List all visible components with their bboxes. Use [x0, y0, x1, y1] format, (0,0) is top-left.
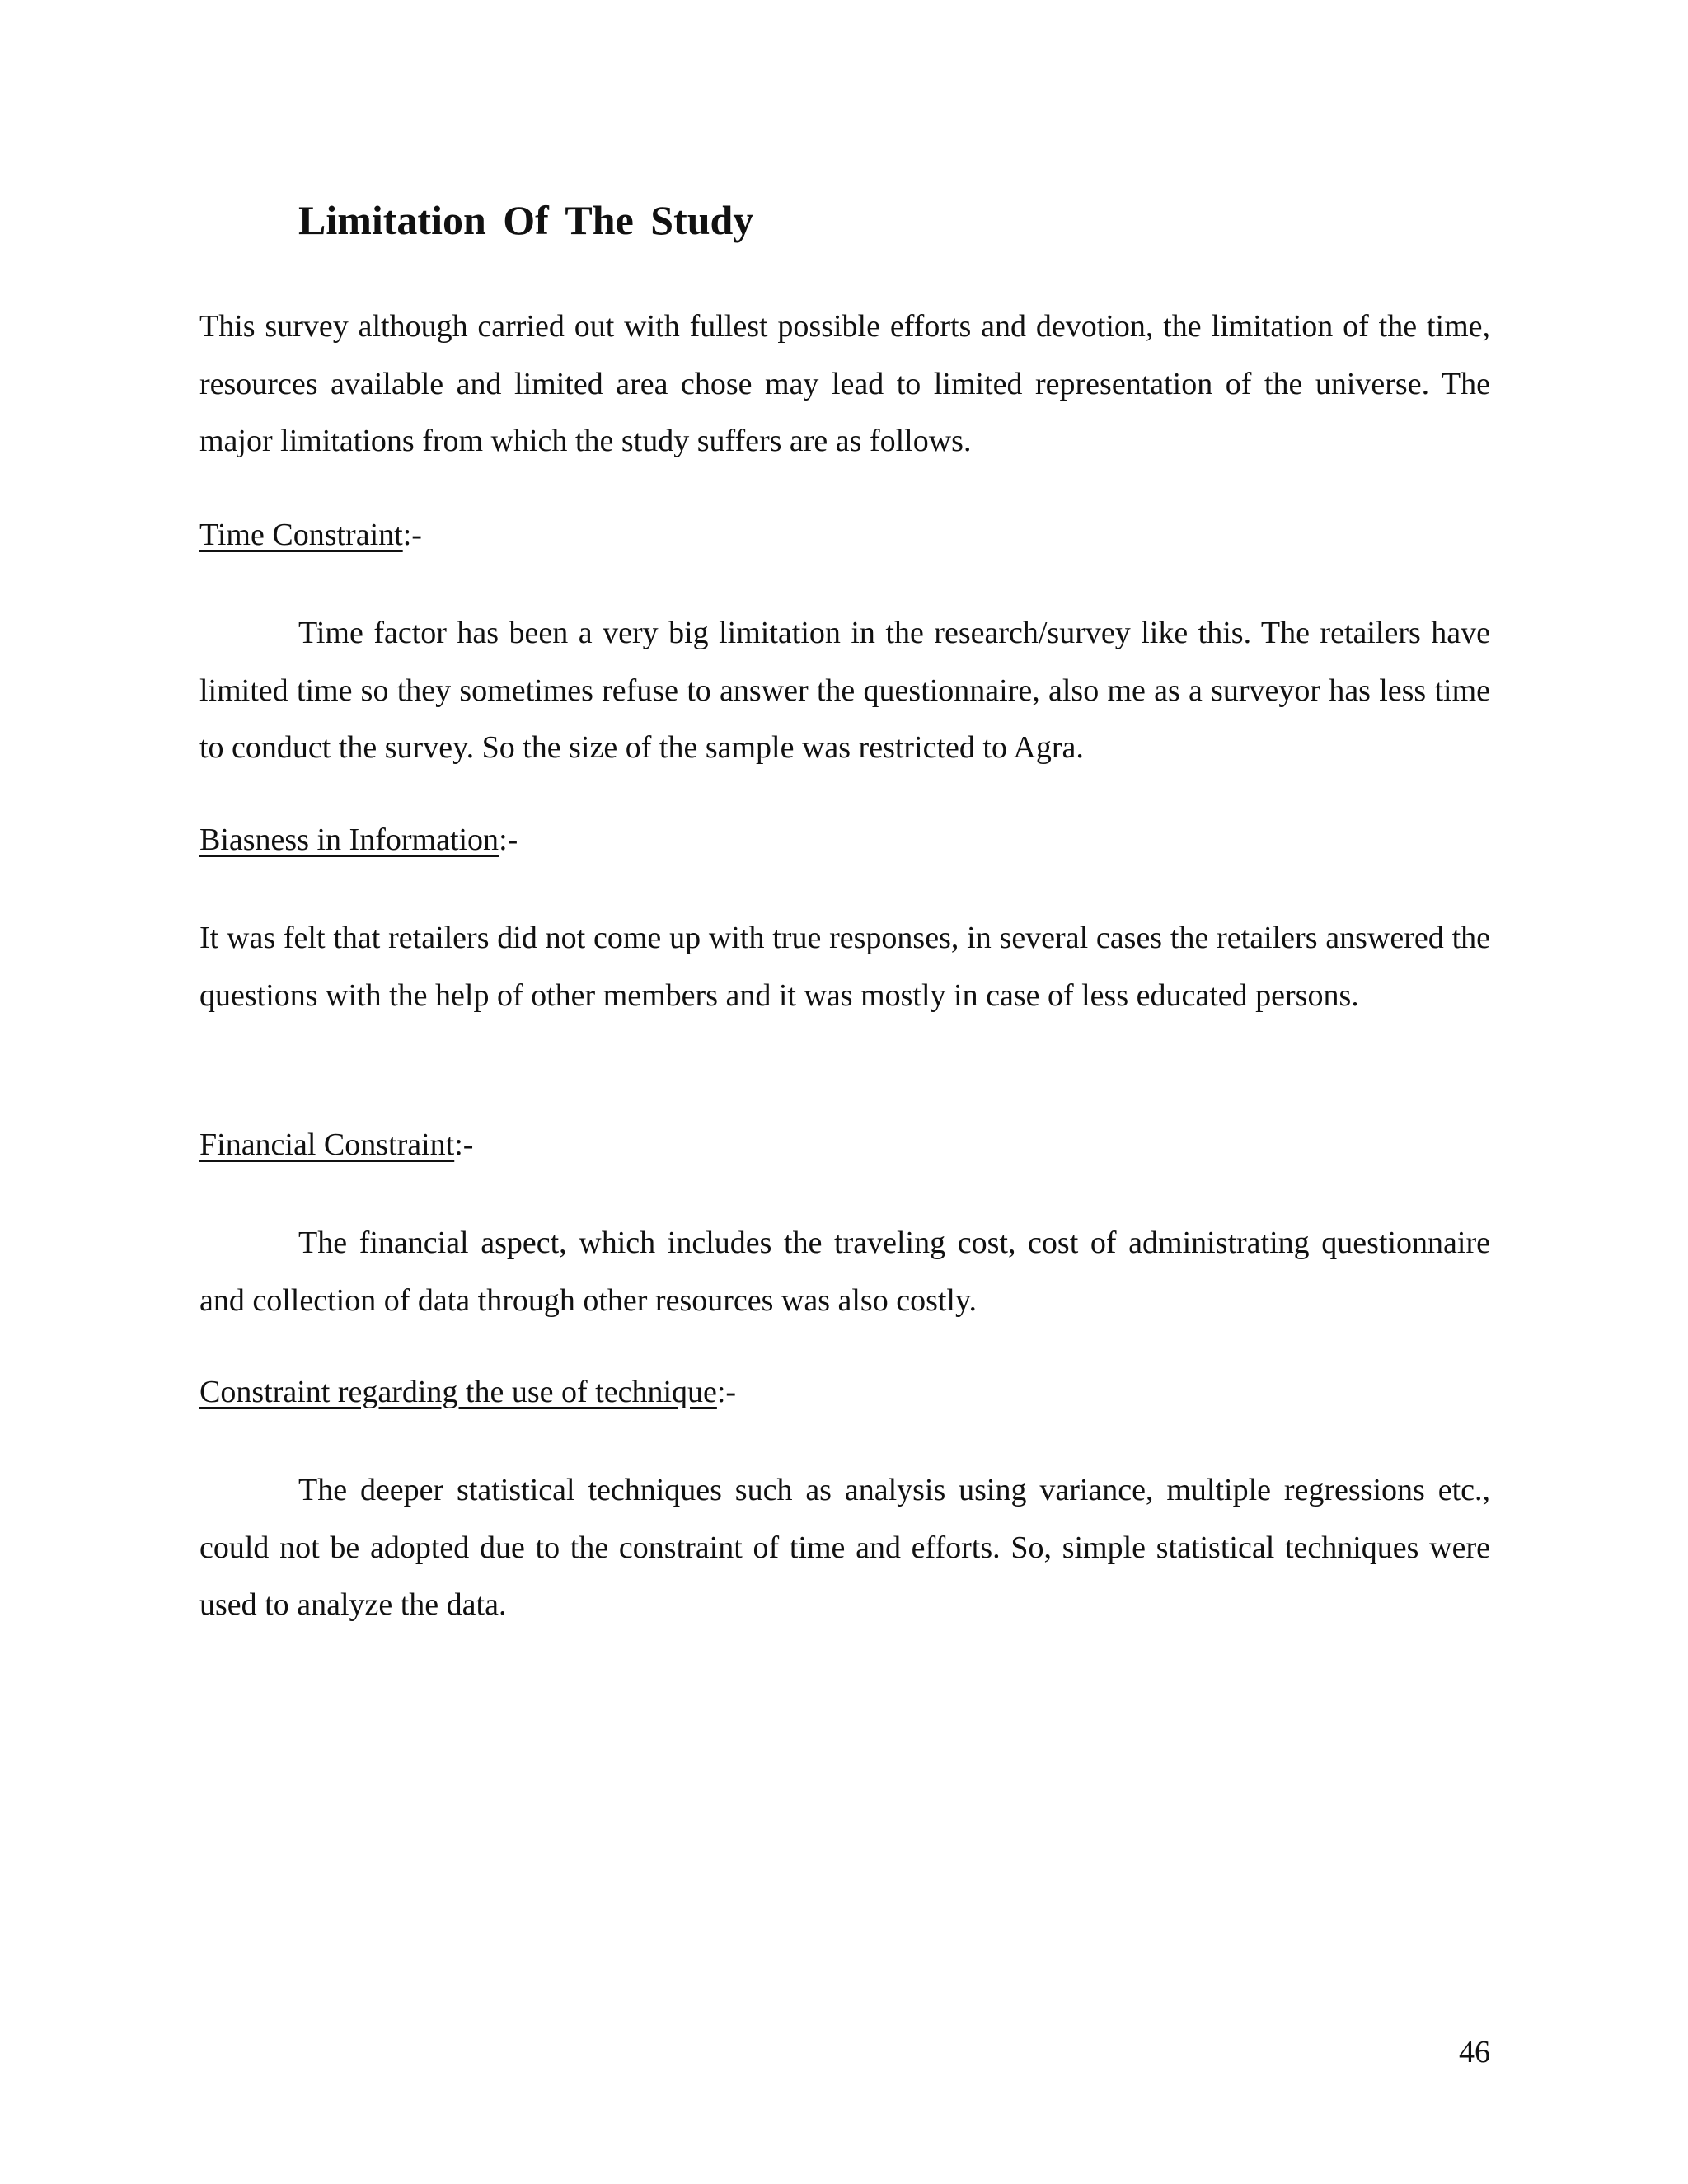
section-heading-technique-constraint — [199, 1364, 736, 1422]
section-heading-suffix: :- — [454, 1127, 474, 1162]
section-heading-label: Financial Constraint — [199, 1127, 455, 1162]
section-body-biasness-in-information: It was felt that retailers did not come up with true responses, in several cases the retailers answered the questions with the help of other members and it was mostly in case of less educated persons. — [199, 921, 1490, 1013]
page-number: 46 — [1459, 2035, 1490, 2069]
section-body-technique-constraint: The deeper statistical techniques such as analysis using variance, multiple regressions etc., could not be adopted due to the constraint of time and efforts. So, simple statistical techniques were used to analyze the data. — [199, 1473, 1490, 1622]
section-body-financial-constraint: The financial aspect, which includes the traveling cost, cost of administrating questionnaire and collection of data through other resources was also costly. — [199, 1226, 1490, 1318]
section-heading-biasness-in-information — [199, 812, 518, 869]
section-heading-suffix: :- — [716, 1375, 737, 1409]
section-heading-suffix: :- — [499, 823, 518, 857]
section-heading-time-constraint — [199, 507, 422, 565]
section-heading-label: Constraint regarding the use of technique — [199, 1375, 717, 1409]
section-body-time-constraint: Time factor has been a very big limitation in the research/survey like this. The retailers have limited time so they sometimes refuse to answer the questionnaire, also me as a surveyor has less time to conduct the survey. So the size of the sample was restricted to Agra. — [199, 616, 1490, 765]
section-heading-suffix: :- — [402, 518, 422, 552]
section-heading-label: Time Constraint — [199, 518, 403, 552]
page-title: Limitation Of The Study — [298, 197, 754, 243]
section-heading-financial-constraint — [199, 1117, 473, 1174]
section-heading-label: Biasness in Information — [199, 823, 499, 857]
intro-paragraph: This survey although carried out with fullest possible efforts and devotion, the limitation of the time, resources available and limited area chose may lead to limited representation of the universe. The major limitations from which the study suffers are as follows. — [199, 309, 1490, 458]
